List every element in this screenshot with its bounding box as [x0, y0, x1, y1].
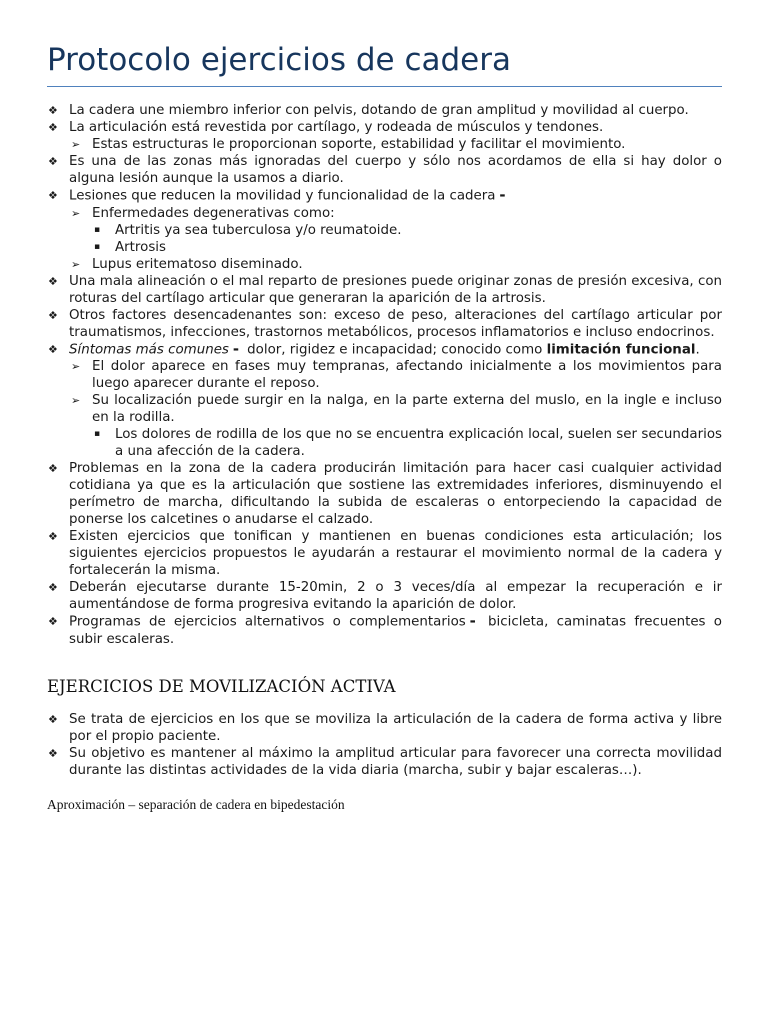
list-item — [47, 136, 722, 153]
list-item-text: Una mala alineación o el mal reparto de presiones puede originar zonas de presión excesiva, con roturas del cartílago articular que generaran la aparición de la artrosis. — [69, 273, 722, 306]
list-item-text: La articulación está revestida por cartílago, y rodeada de músculos y tendones. — [69, 120, 604, 135]
list-item — [47, 119, 722, 136]
list-item — [47, 392, 722, 426]
list-item-text: El dolor aparece en fases muy tempranas, afectando inicialmente a los movimientos para luego aparecer durante el reposo. — [92, 359, 722, 391]
list-item-text: . — [695, 342, 700, 357]
list-item-text: Los dolores de rodilla de los que no se encuentra explicación local, suelen ser secundarios a una afección de la cadera. — [115, 427, 722, 459]
list-item — [47, 102, 722, 119]
section-heading: EJERCICIOS DE MOVILIZACIÓN ACTIVA — [47, 676, 396, 696]
list-item-text: bicicleta, caminatas frecuentes o subir escaleras. — [69, 614, 722, 647]
dash-mark-icon: ▬ — [469, 618, 476, 625]
square-bullet-icon: ▪ — [94, 429, 101, 439]
list-item — [47, 256, 722, 273]
document-title: Protocolo ejercicios de cadera — [47, 40, 722, 87]
diamond-bullet-icon: ❖ — [48, 274, 58, 288]
list-item-text: Otros factores desencadenantes son: exceso de peso, alteraciones del cartílago articular por traumatismos, infecciones, trastornos metabólicos, procesos inflamatorios e incluso endocrinos. — [69, 307, 722, 340]
diamond-bullet-icon: ❖ — [48, 189, 58, 202]
list-item — [47, 745, 722, 779]
list-item-text: Lupus eritematoso diseminado. — [92, 256, 303, 272]
list-item-text: Problemas en la zona de la cadera producirán limitación para hacer casi cualquier actividad cotidiana ya que es la articulación que sostiene las extremidades inferiores, disminuyendo el perímetro de marcha, dificultando la subida de escaleras o entorpeciendo la capacidad de ponerse los calcetines o anudarse el calzado. — [69, 461, 722, 527]
diamond-bullet-icon: ❖ — [48, 155, 58, 168]
list-item-text: Deberán ejecutarse durante 15-20min, 2 o 3 veces/día al empezar la recuperación e ir aumentándose de forma progresiva evitando la aparición de dolor. — [69, 580, 722, 612]
list-item-text: Su objetivo es mantener al máximo la amplitud articular para favorecer una correcta movilidad durante las distintas actividades de la vida diaria (marcha, subir y bajar escaleras…). — [69, 745, 722, 778]
diamond-bullet-icon: ❖ — [48, 462, 58, 475]
symptoms-label: Síntomas más comunes — [69, 342, 229, 357]
diamond-bullet-icon: ❖ — [48, 712, 58, 726]
arrow-bullet-icon: ➢ — [71, 138, 81, 151]
list-item-text: dolor, rigidez e incapacidad; conocido como — [242, 342, 547, 357]
list-item — [47, 273, 722, 307]
list-item-text: La cadera une miembro inferior con pelvis, dotando de gran amplitud y movilidad al cuerpo. — [69, 103, 689, 118]
diamond-bullet-icon: ❖ — [48, 104, 58, 117]
list-item — [47, 205, 722, 222]
arrow-bullet-icon: ➢ — [71, 257, 81, 271]
list-item-text: Lesiones que reducen la movilidad y funcionalidad de la cadera — [69, 188, 496, 204]
list-item-text: Su localización puede surgir en la nalga, en la parte externa del muslo, en la ingle e incluso en la rodilla. — [92, 393, 722, 425]
square-bullet-icon: ▪ — [94, 224, 101, 235]
arrow-bullet-icon: ➢ — [71, 360, 81, 373]
diamond-bullet-icon: ❖ — [48, 342, 58, 356]
list-item — [47, 711, 722, 745]
list-item — [47, 426, 722, 460]
list-item — [47, 239, 722, 256]
exercise-caption: Aproximación – separación de cadera en bipedestación — [47, 796, 345, 812]
list-item-text: Se trata de ejercicios en los que se moviliza la articulación de la cadera de forma activa y libre por el propio paciente. — [69, 711, 722, 744]
square-bullet-icon: ▪ — [94, 241, 101, 252]
intro-list — [47, 102, 722, 648]
dash-mark-icon: ▬ — [233, 345, 239, 353]
arrow-bullet-icon: ➢ — [71, 206, 81, 220]
list-item — [47, 153, 722, 187]
list-item — [47, 341, 722, 359]
diamond-bullet-icon: ❖ — [48, 615, 58, 628]
list-item — [47, 528, 722, 579]
list-item — [47, 358, 722, 392]
list-item-text: Programas de ejercicios alternativos o complementarios — [69, 614, 466, 630]
list-item-text: Estas estructuras le proporcionan soporte, estabilidad y facilitar el movimiento. — [92, 137, 626, 152]
list-item-text: Enfermedades degenerativas como: — [92, 205, 335, 221]
diamond-bullet-icon: ❖ — [48, 121, 58, 134]
dash-mark-icon: ▬ — [499, 192, 506, 199]
diamond-bullet-icon: ❖ — [48, 308, 58, 322]
functional-limitation-term: limitación funcional — [546, 342, 696, 357]
list-item — [47, 307, 722, 341]
diamond-bullet-icon: ❖ — [48, 581, 58, 594]
diamond-bullet-icon: ❖ — [48, 746, 58, 760]
list-item-text: Es una de las zonas más ignoradas del cuerpo y sólo nos acordamos de ella si hay dolor o alguna lesión aunque la usamos a diario. — [69, 154, 722, 186]
list-item — [47, 460, 722, 528]
document-page — [47, 40, 722, 813]
list-item — [47, 187, 722, 205]
list-item — [47, 579, 722, 613]
diamond-bullet-icon: ❖ — [48, 530, 58, 543]
list-item-text: Artritis ya sea tuberculosa y/o reumatoide. — [115, 222, 402, 238]
list-item — [47, 222, 722, 239]
list-item-text: Existen ejercicios que tonifican y mantienen en buenas condiciones esta articulación; los siguientes ejercicios propuestos le ayudarán a restaurar el movimiento normal de la cadera y fortalecerán la misma. — [69, 529, 722, 578]
section-list — [47, 711, 722, 779]
list-item-text: Artrosis — [115, 239, 166, 255]
arrow-bullet-icon: ➢ — [71, 394, 81, 407]
list-item — [47, 613, 722, 648]
